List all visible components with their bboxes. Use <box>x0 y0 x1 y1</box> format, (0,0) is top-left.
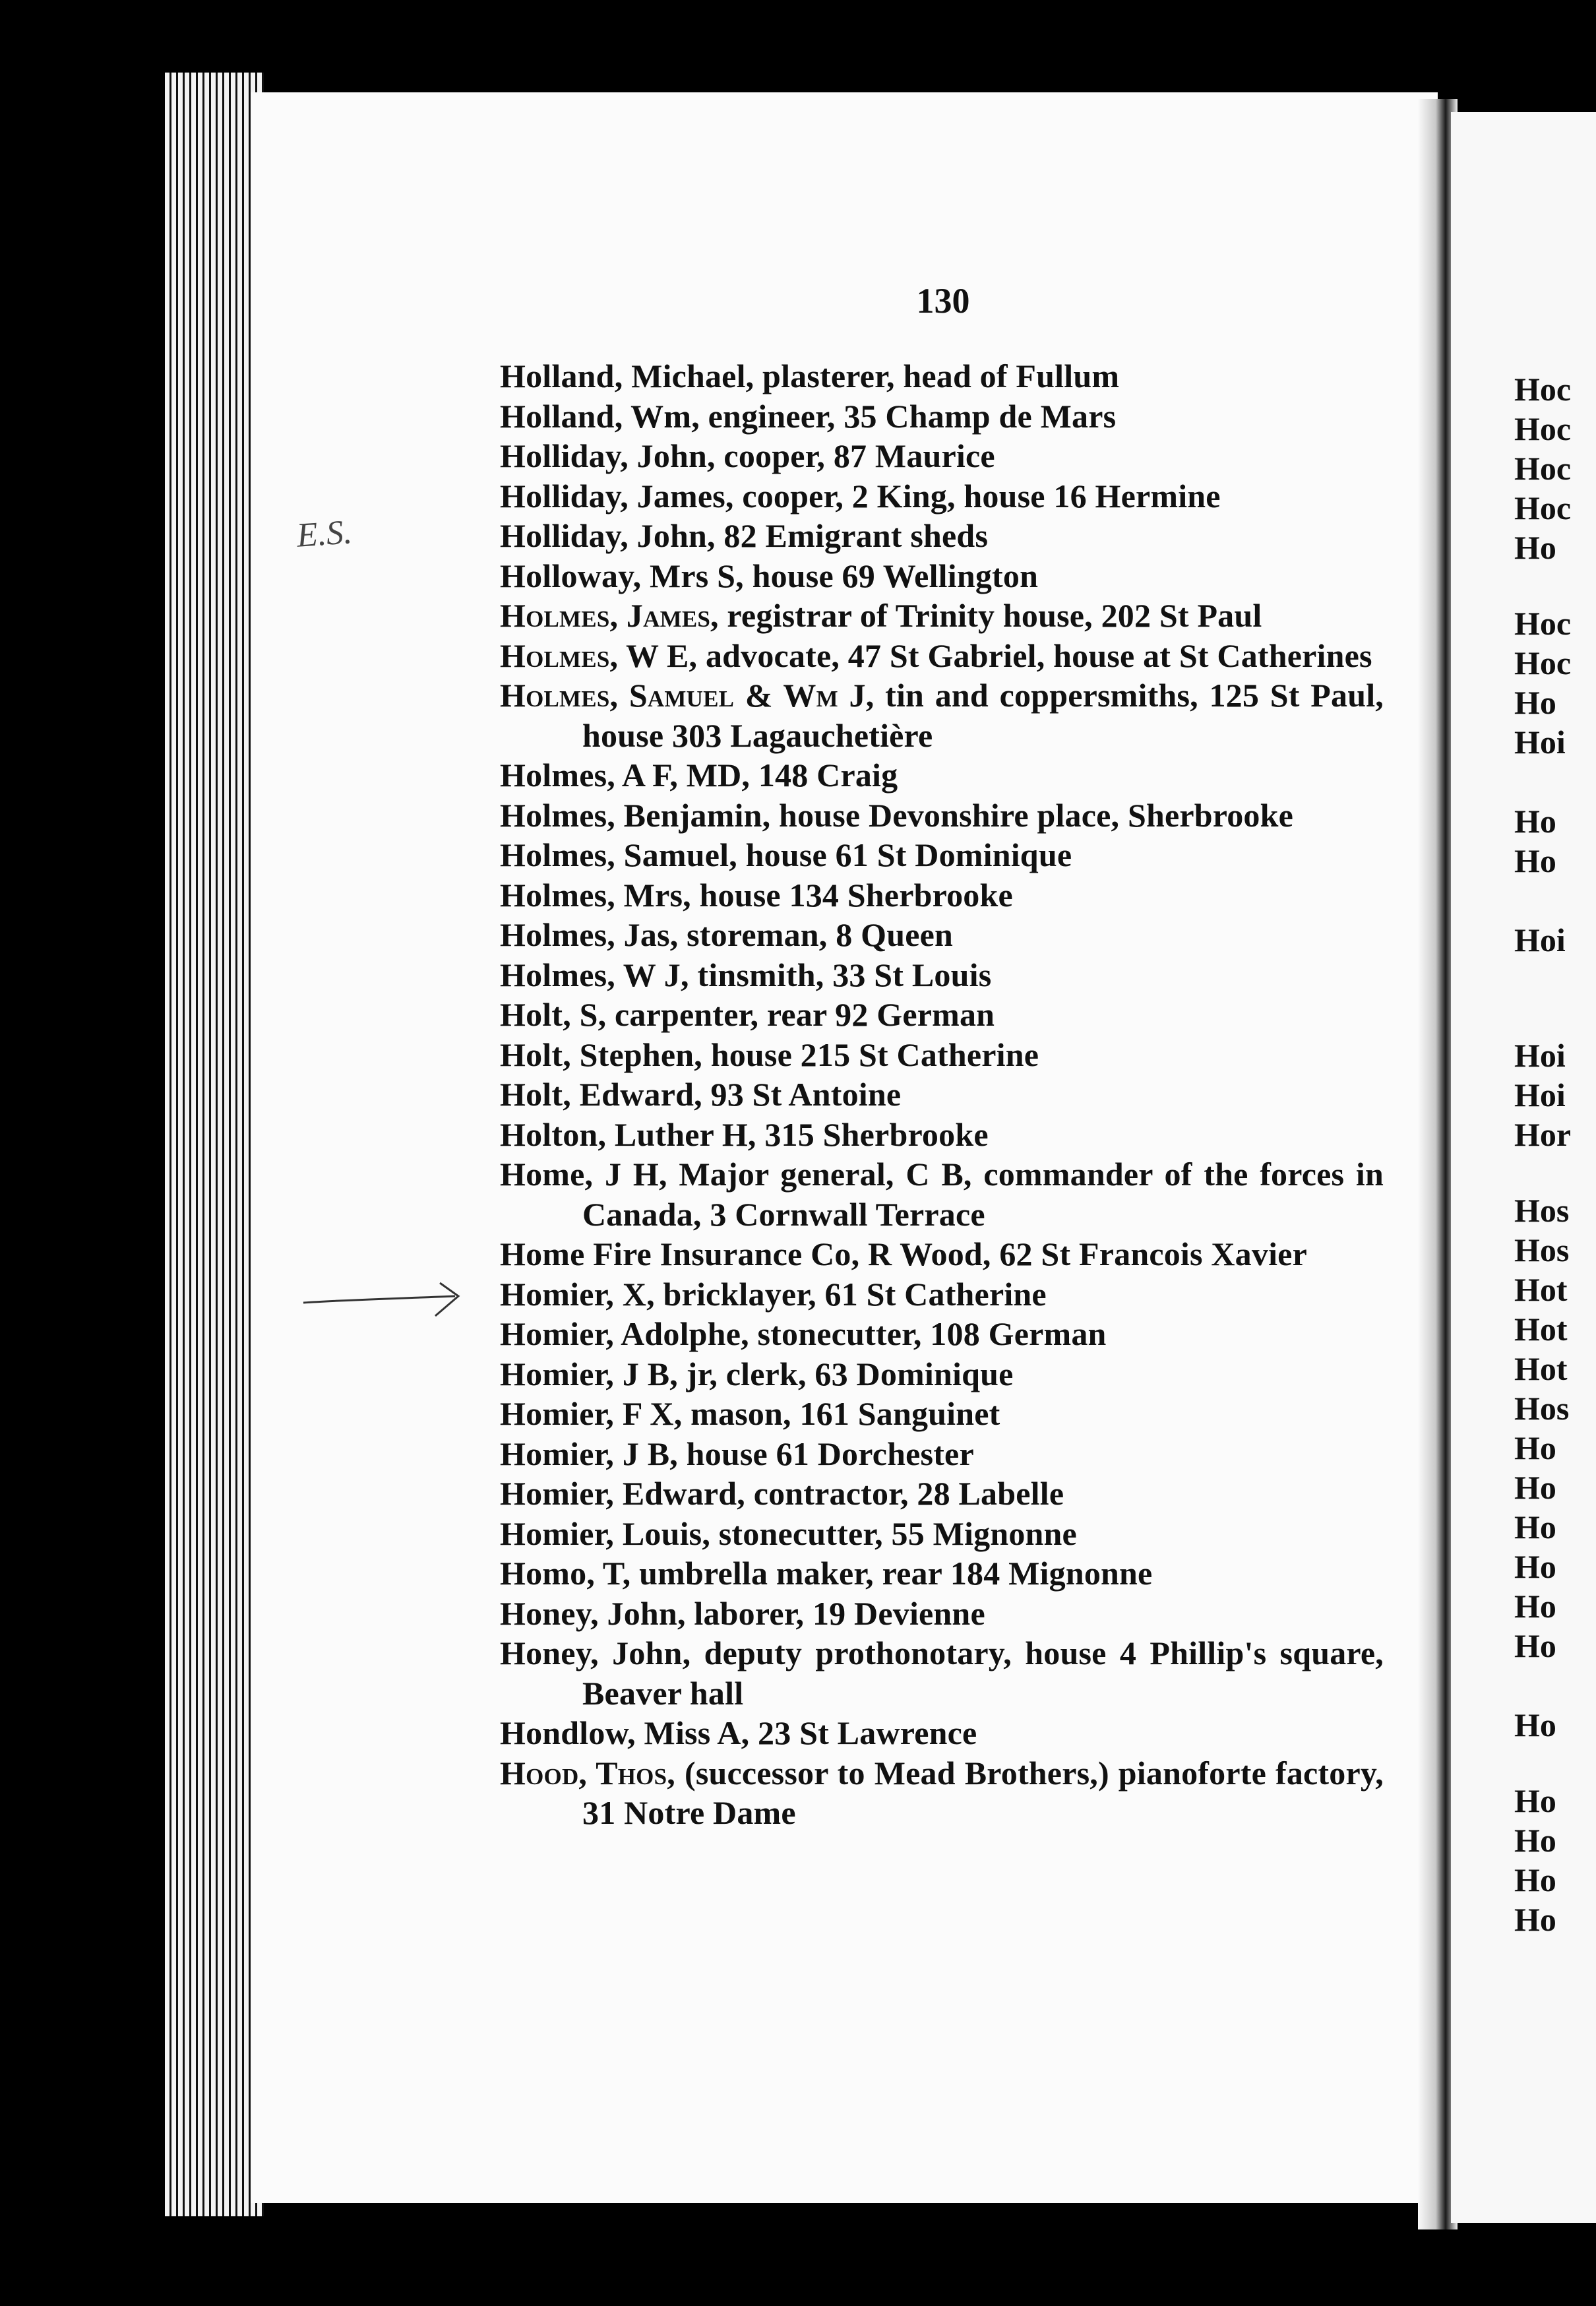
entry-details: (successor to Mead Brothers,) pianoforte factory, 31 Notre Dame <box>582 1754 1384 1831</box>
entry-details: 315 Sherbrooke <box>756 1115 989 1153</box>
facing-page-fragment: Ho <box>1514 1706 1556 1743</box>
facing-page-fragment: Hoi <box>1514 1076 1566 1113</box>
directory-entry <box>500 596 1384 636</box>
handwritten-arrow-icon <box>300 1270 472 1329</box>
directory-entry <box>500 1154 1384 1234</box>
entry-name: Homier, J B, <box>500 1435 678 1472</box>
facing-page-fragment: Hot <box>1514 1311 1568 1348</box>
entry-details: bricklayer, 61 St Catherine <box>654 1275 1047 1313</box>
facing-page-fragment: Ho <box>1514 1548 1556 1585</box>
directory-entry <box>500 1474 1384 1514</box>
facing-page-fragment: Hos <box>1514 1231 1570 1268</box>
directory-entry <box>500 675 1384 755</box>
directory-entry <box>500 1234 1384 1274</box>
directory-entry <box>500 1753 1384 1833</box>
directory-entry <box>500 875 1384 916</box>
handwritten-margin-note: E.S. <box>295 513 353 555</box>
facing-page-fragment: Ho <box>1514 529 1556 566</box>
entry-details: house 215 St Catherine <box>702 1036 1039 1073</box>
entry-details: deputy prothonotary, house 4 Phillip's square, Beaver hall <box>582 1635 1384 1712</box>
entry-name: Holmes, A F, <box>500 757 679 794</box>
entry-details: MD, 148 Craig <box>678 757 898 794</box>
entry-name: Holland, Michael, <box>500 358 754 394</box>
entry-name: Holmes, Benjamin, <box>500 796 771 834</box>
directory-entry <box>500 1394 1384 1434</box>
entry-details: contractor, 28 Labelle <box>745 1475 1064 1512</box>
entry-name: Holt, Edward, <box>500 1076 702 1113</box>
entry-name: Homier, Adolphe, <box>500 1315 749 1352</box>
facing-page-fragment: Ho <box>1514 684 1556 721</box>
page-number: 130 <box>916 281 970 321</box>
facing-page-fragment: Ho <box>1514 1588 1556 1625</box>
entry-name: Holmes, James, <box>500 597 719 634</box>
directory-entry <box>500 1594 1384 1634</box>
directory-entry <box>500 1035 1384 1075</box>
entry-name: Homo, T, <box>500 1555 631 1592</box>
entry-details: registrar of Trinity house, 202 St Paul <box>718 597 1262 634</box>
entry-details: house 61 St Dominique <box>737 836 1072 873</box>
facing-page-fragment: Ho <box>1514 1469 1556 1506</box>
facing-page-fragment: Ho <box>1514 1509 1556 1545</box>
entry-name: Home, J H, <box>500 1156 667 1193</box>
entry-name: Hondlow, Miss A, <box>500 1714 750 1751</box>
entry-details: 82 Emigrant sheds <box>715 517 989 554</box>
directory-entry <box>500 995 1384 1035</box>
facing-page-fragment: Hoc <box>1514 450 1572 487</box>
entry-details: stonecutter, 108 German <box>749 1315 1107 1352</box>
directory-entry <box>500 955 1384 995</box>
directory-entry <box>500 436 1384 476</box>
directory-entries <box>500 356 1384 1833</box>
directory-entry <box>500 1314 1384 1354</box>
entry-name: Holland, Wm, <box>500 397 700 435</box>
entry-details: cooper, 2 King, house 16 Hermine <box>733 477 1221 514</box>
entry-details: advocate, 47 St Gabriel, house at St Catherines <box>697 637 1372 674</box>
facing-page-fragment: Ho <box>1514 1901 1556 1938</box>
entry-name: Honey, John, <box>500 1594 686 1632</box>
directory-entry <box>500 396 1384 437</box>
entry-details: carpenter, rear 92 German <box>606 996 995 1033</box>
entry-name: Hood, Thos, <box>500 1754 675 1792</box>
entry-details: mason, 161 Sanguinet <box>682 1395 1000 1432</box>
directory-entry <box>500 1434 1384 1474</box>
directory-entry <box>500 1633 1384 1713</box>
page-edge-stack <box>165 73 264 2216</box>
facing-page-fragment: Hoi <box>1514 1037 1566 1074</box>
entry-name: Homier, X, <box>500 1275 655 1313</box>
entry-details: 23 St Lawrence <box>749 1714 977 1751</box>
entry-name: Homier, Louis, <box>500 1514 711 1552</box>
facing-page-fragment: Hoc <box>1514 371 1572 408</box>
facing-page-fragment: Hoc <box>1514 605 1572 642</box>
entry-name: Home Fire Insurance Co, <box>500 1235 860 1272</box>
entry-details: Major general, C B, commander of the forces in Canada, 3 Cornwall Terrace <box>582 1156 1384 1233</box>
entry-details: laborer, 19 Devienne <box>685 1594 985 1632</box>
entry-details: house 61 Dorchester <box>677 1435 974 1472</box>
directory-entry <box>500 1075 1384 1115</box>
entry-name: Holliday, John, <box>500 437 716 474</box>
entry-name: Holt, Stephen, <box>500 1036 702 1073</box>
directory-entry <box>500 516 1384 556</box>
directory-entry <box>500 915 1384 955</box>
entry-details: house Devonshire place, Sherbrooke <box>770 796 1294 834</box>
entry-details: tin and coppersmiths, 125 St Paul, house 303 Lagauchetière <box>582 677 1384 754</box>
facing-page-fragment: Hoc <box>1514 489 1572 526</box>
facing-page-fragment: Ho <box>1514 1429 1556 1466</box>
entry-name: Homier, J B, <box>500 1355 678 1392</box>
facing-page-fragment: Hoi <box>1514 921 1566 958</box>
entry-details: engineer, 35 Champ de Mars <box>699 397 1117 435</box>
directory-entry <box>500 755 1384 795</box>
facing-page-fragment: Hos <box>1514 1390 1570 1427</box>
directory-entry <box>500 795 1384 836</box>
facing-page-fragment: Hos <box>1514 1192 1570 1229</box>
entry-name: Holmes, Samuel & Wm J, <box>500 677 875 714</box>
facing-page-fragment: Ho <box>1514 1627 1556 1664</box>
facing-page-fragment: Hoc <box>1514 644 1572 681</box>
facing-page-fragment: Ho <box>1514 1782 1556 1819</box>
entry-name: Homier, Edward, <box>500 1475 745 1512</box>
entry-details: plasterer, head of Fullum <box>754 358 1120 394</box>
entry-name: Honey, John, <box>500 1635 691 1671</box>
directory-entry <box>500 1553 1384 1594</box>
facing-page-fragment: Hoc <box>1514 410 1572 447</box>
directory-entry <box>500 1115 1384 1155</box>
directory-entry <box>500 1713 1384 1753</box>
facing-page-fragment: Ho <box>1514 1822 1556 1859</box>
entry-details: R Wood, 62 St Francois Xavier <box>859 1235 1307 1272</box>
entry-name: Holloway, Mrs S, <box>500 557 744 594</box>
facing-page-fragment: Hot <box>1514 1350 1568 1387</box>
entry-name: Holmes, Mrs, <box>500 876 691 914</box>
entry-name: Holmes, Samuel, <box>500 836 737 873</box>
entry-name: Holt, S, <box>500 996 607 1033</box>
entry-details: house 134 Sherbrooke <box>691 876 1013 914</box>
entry-name: Holmes, W E, <box>500 637 698 674</box>
directory-entry <box>500 556 1384 596</box>
facing-page-fragment: Hoi <box>1514 724 1566 761</box>
facing-page-fragment: Ho <box>1514 842 1556 879</box>
entry-details: house 69 Wellington <box>743 557 1039 594</box>
directory-entry <box>500 1354 1384 1394</box>
entry-name: Holmes, W J, <box>500 956 689 993</box>
entry-details: tinsmith, 33 St Louis <box>689 956 992 993</box>
entry-name: Holton, Luther H, <box>500 1115 756 1153</box>
entry-details: cooper, 87 Maurice <box>715 437 995 474</box>
facing-page-fragment: Hor <box>1514 1116 1572 1153</box>
facing-page-fragments <box>1514 0 1596 2306</box>
directory-entry <box>500 1274 1384 1315</box>
entry-name: Holliday, James, <box>500 477 734 514</box>
directory-entry <box>500 636 1384 676</box>
facing-page-fragment: Ho <box>1514 1861 1556 1898</box>
entry-details: storeman, 8 Queen <box>678 916 953 953</box>
entry-details: stonecutter, 55 Mignonne <box>710 1514 1077 1552</box>
directory-entry <box>500 835 1384 875</box>
directory-entry <box>500 1514 1384 1554</box>
directory-entry <box>500 476 1384 516</box>
directory-entry <box>500 356 1384 396</box>
entry-details: 93 St Antoine <box>702 1076 902 1113</box>
entry-name: Holliday, John, <box>500 517 716 554</box>
entry-name: Homier, F X, <box>500 1395 683 1432</box>
entry-details: umbrella maker, rear 184 Mignonne <box>630 1555 1153 1592</box>
entry-details: jr, clerk, 63 Dominique <box>677 1355 1014 1392</box>
entry-name: Holmes, Jas, <box>500 916 679 953</box>
facing-page-fragment: Ho <box>1514 803 1556 840</box>
facing-page-fragment: Hot <box>1514 1271 1568 1308</box>
